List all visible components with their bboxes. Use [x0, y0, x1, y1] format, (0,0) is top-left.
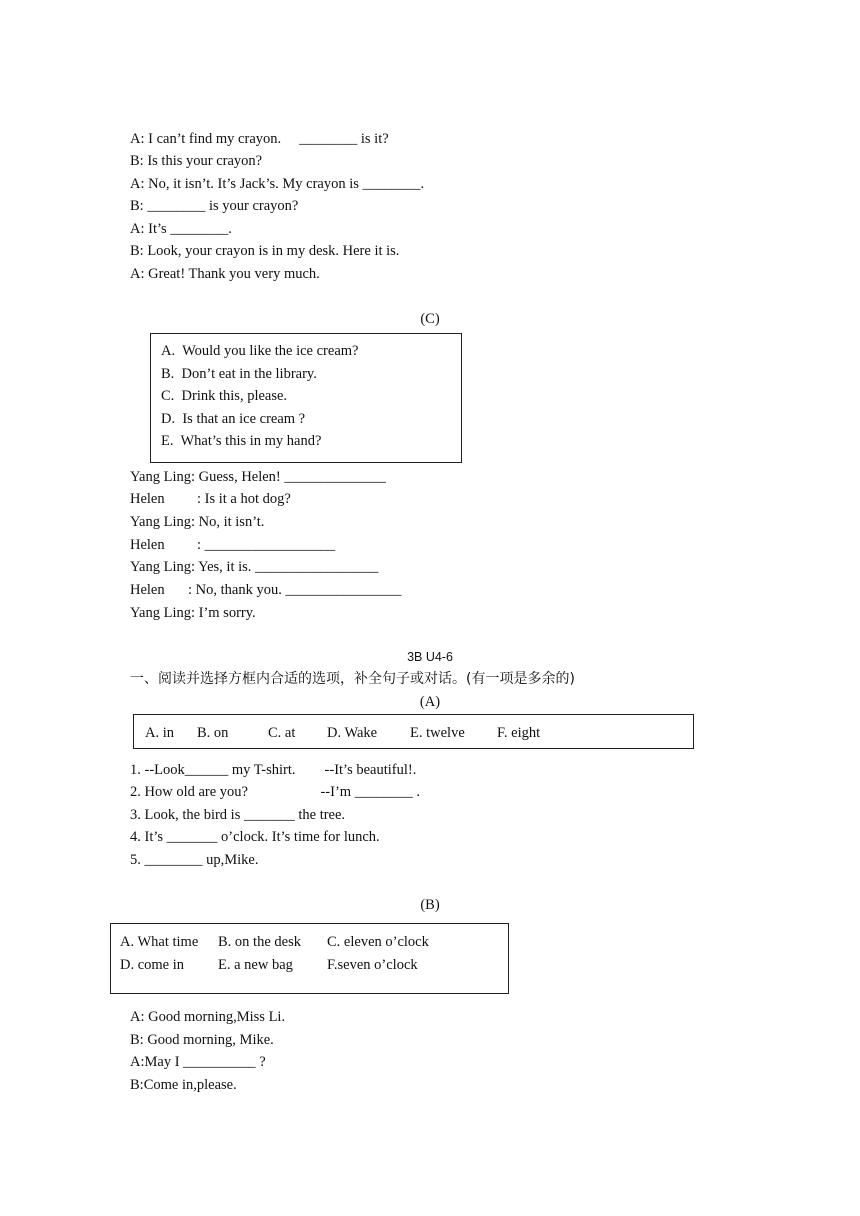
dialog-line: B: Look, your crayon is in my desk. Here it is. — [130, 243, 400, 259]
option-item: D. Is that an ice cream ? — [161, 411, 306, 427]
speaker-name: Yang Ling — [130, 605, 191, 621]
question-item: 5. ________ up,Mike. — [130, 852, 259, 868]
dialog-line — [130, 468, 386, 486]
speaker-name: Helen — [130, 537, 165, 553]
section-c-heading: (C) — [420, 311, 440, 327]
unit-title: 3B U4-6 — [407, 650, 453, 664]
question-item: 4. It’s _______ o’clock. It’s time for lunch. — [130, 829, 380, 845]
dialog-text: : Guess, Helen! ______________ — [190, 469, 386, 485]
option-item: B. on the desk — [218, 934, 301, 950]
dialog-text: : Yes, it is. _________________ — [190, 559, 379, 575]
speaker-name: Helen — [130, 582, 165, 598]
option-item: E. twelve — [410, 725, 465, 741]
option-item: C. Drink this, please. — [161, 388, 288, 404]
dialog-text: : Is it a hot dog? — [197, 491, 291, 507]
speaker-name: Yang Ling — [130, 559, 191, 575]
dialog-line: A: I can’t find my crayon. ________ is it? — [130, 131, 389, 147]
question-item: 2. How old are you? --I’m ________ . — [130, 784, 420, 800]
dialog-line — [130, 558, 378, 576]
speaker-name: Yang Ling — [130, 514, 191, 530]
dialog-line — [130, 536, 335, 554]
dialog-line: A: It’s ________. — [130, 221, 232, 237]
option-item: D. come in — [120, 957, 185, 973]
section-a-heading: (A) — [419, 694, 441, 710]
option-item: E. What’s this in my hand? — [161, 433, 322, 449]
option-item: E. a new bag — [218, 957, 293, 973]
dialog-line: B:Come in,please. — [130, 1077, 237, 1093]
dialog-line — [130, 581, 401, 599]
dialog-text: : No, thank you. ________________ — [188, 582, 402, 598]
option-item: F. eight — [497, 725, 541, 741]
dialog-line: A:May I __________ ? — [130, 1054, 266, 1070]
question-item: 3. Look, the bird is _______ the tree. — [130, 807, 346, 823]
dialog-line: A: No, it isn’t. It’s Jack’s. My crayon is ________. — [130, 176, 425, 192]
speaker-name: Yang Ling — [130, 469, 191, 485]
option-item: A. in — [145, 725, 174, 741]
dialog-line: B: Is this your crayon? — [130, 153, 263, 169]
speaker-name: Helen — [130, 491, 165, 507]
section-b-heading: (B) — [420, 897, 440, 913]
option-item: D. Wake — [327, 725, 378, 741]
option-item: F.seven o’clock — [327, 957, 418, 973]
option-item: B. on — [197, 725, 229, 741]
dialog-line — [130, 604, 256, 622]
dialog-text: : I’m sorry. — [190, 605, 256, 621]
option-item: C. eleven o’clock — [327, 934, 429, 950]
dialog-line: B: Good morning, Mike. — [130, 1032, 274, 1048]
dialog-text: : __________________ — [197, 537, 336, 553]
dialog-line — [130, 490, 291, 508]
option-item: B. Don’t eat in the library. — [161, 366, 317, 382]
instruction-text: 一、阅读并选择方框内合适的选项，补全句子或对话。(有一项是多余的) — [130, 671, 575, 687]
dialog-line: B: ________ is your crayon? — [130, 198, 299, 214]
dialog-text: : No, it isn’t. — [190, 514, 265, 530]
question-item: 1. --Look______ my T-shirt. --It’s beautiful!. — [130, 762, 417, 778]
dialog-line — [130, 513, 264, 531]
option-item: A. Would you like the ice cream? — [161, 343, 359, 359]
option-item: A. What time — [120, 934, 199, 950]
dialog-line: A: Great! Thank you very much. — [130, 266, 320, 282]
option-item: C. at — [268, 725, 296, 741]
dialog-line: A: Good morning,Miss Li. — [130, 1009, 286, 1025]
